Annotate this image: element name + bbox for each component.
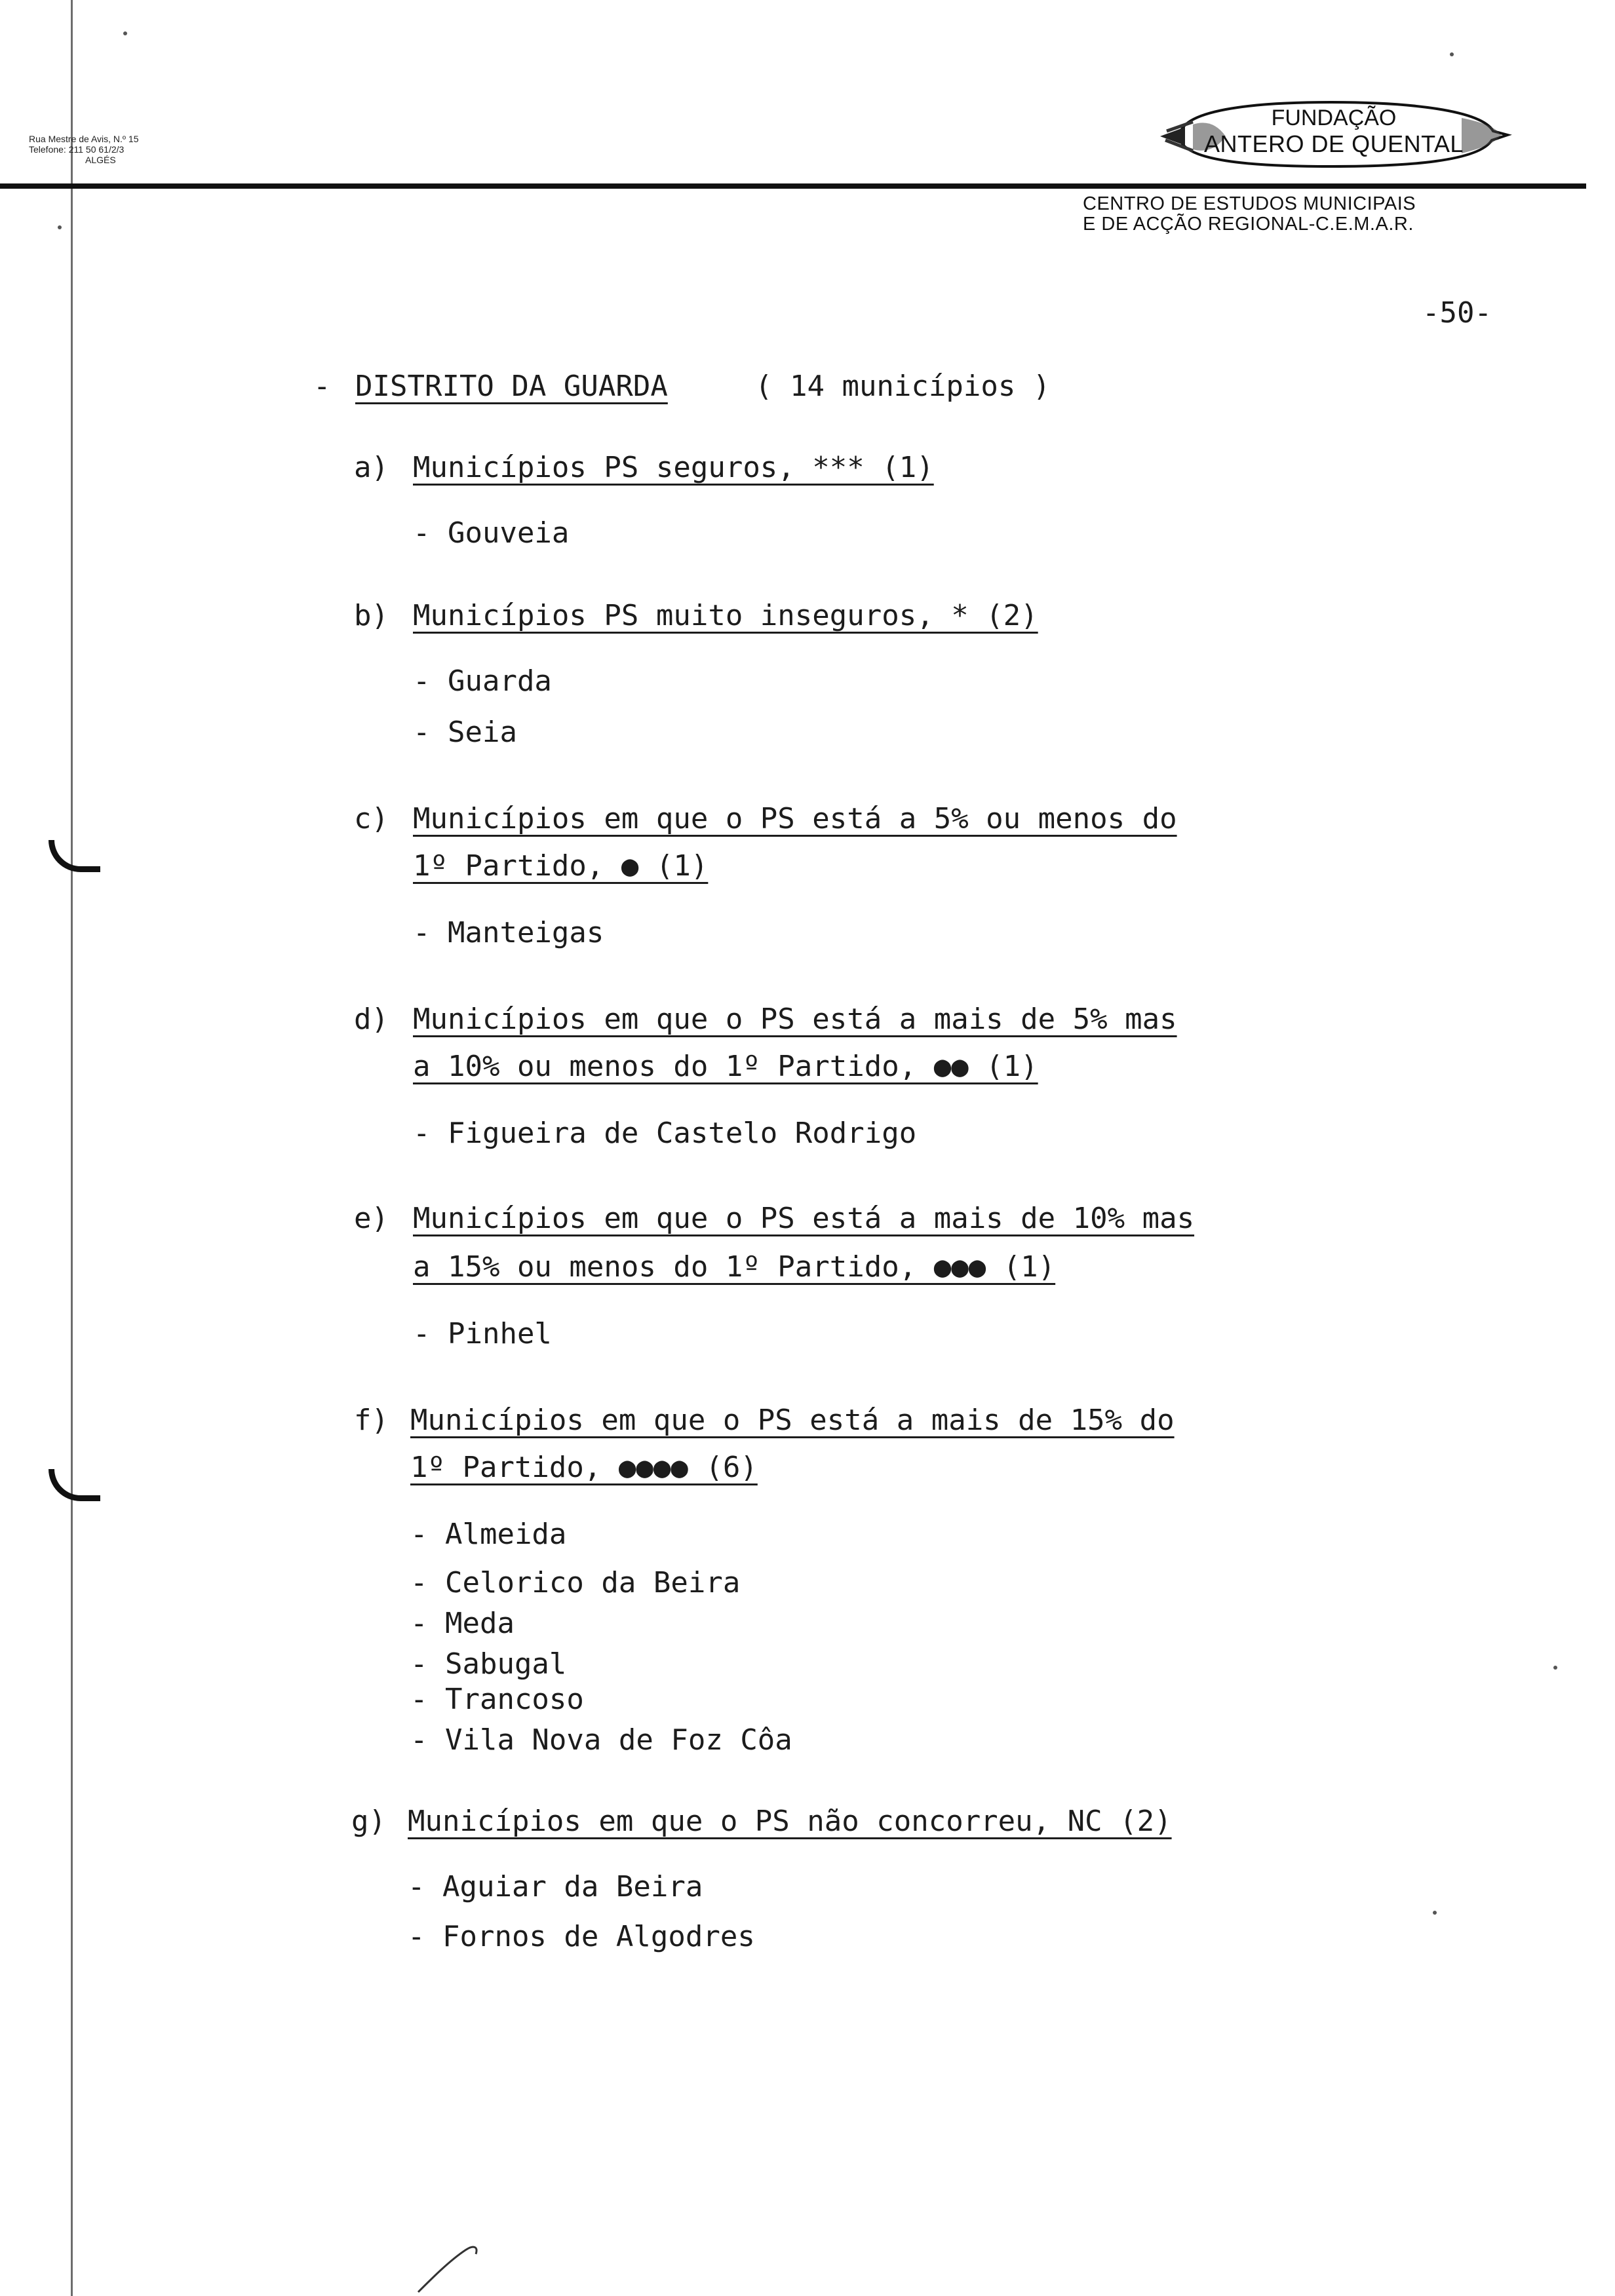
- section-heading: 1º Partido, ● (1): [413, 849, 709, 883]
- section-label: c): [354, 802, 389, 835]
- header-rule: [0, 183, 1586, 189]
- municipality-item: - Meda: [410, 1607, 515, 1640]
- logo-line-1: FUNDAÇÃO: [1271, 105, 1397, 130]
- section-heading: Municípios PS muito inseguros, * (2): [413, 599, 1038, 632]
- municipality-item: - Guarda: [413, 664, 552, 698]
- scan-speck: [1450, 52, 1454, 56]
- municipality-item: - Seia: [413, 716, 517, 749]
- municipality-item: - Manteigas: [413, 916, 604, 949]
- section-label: e): [354, 1202, 389, 1235]
- municipality-item: - Pinhel: [413, 1317, 552, 1350]
- centro-line-2: E DE ACÇÃO REGIONAL-C.E.M.A.R.: [1083, 214, 1414, 235]
- section-heading: Municípios em que o PS está a mais de 10% mas: [413, 1202, 1195, 1235]
- address-line: ALGÉS: [85, 155, 116, 165]
- scan-speck: [1433, 1911, 1437, 1915]
- binding-mark-lower: [49, 1469, 100, 1501]
- address-line: Telefone: 211 50 61/2/3: [29, 144, 125, 155]
- section-heading: a 15% ou menos do 1º Partido, ●●● (1): [413, 1250, 1056, 1284]
- section-heading: Municípios em que o PS está a 5% ou menos do: [413, 802, 1177, 835]
- pen-stroke-mark: [413, 2241, 492, 2296]
- district-dash: -: [313, 370, 331, 403]
- section-heading: a 10% ou menos do 1º Partido, ●● (1): [413, 1050, 1038, 1083]
- address-line: Rua Mestre de Avis, N.º 15: [29, 134, 139, 144]
- foundation-logo: [1154, 98, 1514, 170]
- section-label: a): [354, 451, 389, 484]
- section-heading: Municípios PS seguros, *** (1): [413, 451, 934, 484]
- centro-line-1: CENTRO DE ESTUDOS MUNICIPAIS: [1083, 193, 1416, 214]
- logo-line-2: ANTERO DE QUENTAL: [1204, 130, 1464, 157]
- section-label: b): [354, 599, 389, 632]
- section-heading: Municípios em que o PS está a mais de 15% do: [410, 1404, 1175, 1437]
- left-margin-rule: [71, 0, 73, 2296]
- section-heading: Municípios em que o PS não concorreu, NC (2): [408, 1805, 1172, 1838]
- binding-mark-upper: [49, 840, 100, 872]
- scan-speck: [123, 31, 127, 35]
- district-note: ( 14 municípios ): [755, 370, 1051, 403]
- section-label: d): [354, 1003, 389, 1036]
- section-heading: 1º Partido, ●●●● (6): [410, 1451, 758, 1484]
- centro-name: [1083, 194, 1416, 235]
- district-title: DISTRITO DA GUARDA: [355, 370, 668, 403]
- municipality-item: - Celorico da Beira: [410, 1566, 741, 1599]
- scan-speck: [1553, 1666, 1557, 1670]
- municipality-item: - Almeida: [410, 1518, 567, 1551]
- municipality-item: - Gouveia: [413, 516, 570, 550]
- municipality-item: - Sabugal: [410, 1647, 567, 1681]
- municipality-item: - Figueira de Castelo Rodrigo: [413, 1117, 917, 1150]
- section-heading: Municípios em que o PS está a mais de 5% mas: [413, 1003, 1177, 1036]
- letterhead-address: [29, 134, 139, 165]
- section-label: f): [354, 1404, 389, 1437]
- section-label: g): [351, 1805, 386, 1838]
- municipality-item: - Trancoso: [410, 1683, 584, 1716]
- page-number: -50-: [1422, 296, 1492, 330]
- municipality-item: - Vila Nova de Foz Côa: [410, 1723, 792, 1757]
- municipality-item: - Fornos de Algodres: [408, 1920, 755, 1953]
- scan-speck: [58, 225, 62, 229]
- municipality-item: - Aguiar da Beira: [408, 1870, 703, 1904]
- logo-text: [1199, 105, 1468, 157]
